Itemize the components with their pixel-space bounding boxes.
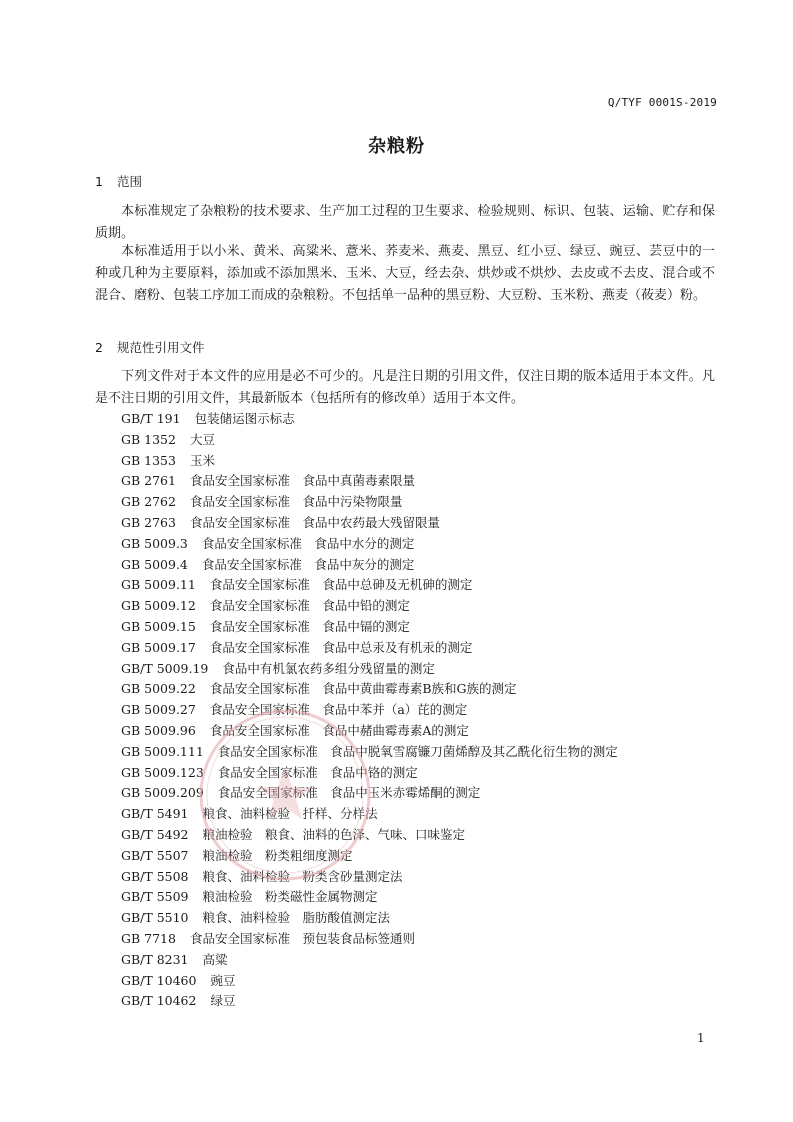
reference-code: GB 1353 bbox=[121, 452, 176, 468]
reference-code: GB 5009.96 bbox=[121, 722, 196, 738]
reference-title: 食品安全国家标准 食品中真菌毒素限量 bbox=[189, 473, 415, 489]
reference-code: GB 5009.209 bbox=[121, 785, 204, 801]
reference-code: GB/T 5491 bbox=[121, 806, 189, 822]
reference-title: 食品安全国家标准 食品中农药最大残留限量 bbox=[189, 514, 440, 530]
reference-item bbox=[121, 825, 618, 846]
reference-title: 包装储运图示标志 bbox=[194, 411, 295, 426]
reference-code: GB/T 8231 bbox=[121, 951, 189, 967]
reference-item bbox=[121, 430, 618, 451]
reference-code: GB/T 5009.19 bbox=[121, 660, 209, 676]
reference-item bbox=[121, 908, 618, 929]
reference-code: GB/T 5510 bbox=[121, 910, 189, 926]
reference-item bbox=[121, 991, 618, 1012]
reference-item bbox=[121, 513, 618, 534]
reference-item bbox=[121, 700, 618, 721]
reference-title: 食品安全国家标准 食品中镉的测定 bbox=[209, 618, 410, 634]
section-title: 规范性引用文件 bbox=[117, 340, 205, 355]
reference-code: GB 5009.11 bbox=[121, 577, 196, 593]
reference-item bbox=[121, 971, 618, 992]
reference-item bbox=[121, 575, 618, 596]
reference-item bbox=[121, 950, 618, 971]
reference-item bbox=[121, 721, 618, 742]
document-title: 杂粮粉 bbox=[368, 136, 425, 157]
reference-code: GB 5009.123 bbox=[121, 764, 204, 780]
reference-code: GB 5009.22 bbox=[121, 681, 196, 697]
reference-item bbox=[121, 534, 618, 555]
reference-list bbox=[121, 409, 618, 1012]
reference-title: 粮油检验 粉类粗细度测定 bbox=[202, 847, 353, 863]
reference-title: 食品安全国家标准 食品中污染物限量 bbox=[189, 494, 403, 510]
reference-item bbox=[121, 617, 618, 638]
reference-title: 食品安全国家标准 食品中玉米赤霉烯酮的测定 bbox=[217, 785, 481, 801]
reference-title: 粮油检验 粮食、油料的色泽、气味、口味鉴定 bbox=[202, 826, 466, 842]
section-number: 1 bbox=[95, 174, 103, 189]
reference-code: GB 2761 bbox=[121, 473, 176, 489]
reference-item bbox=[121, 867, 618, 888]
reference-item bbox=[121, 763, 618, 784]
reference-title: 粮食、油料检验 脂肪酸值测定法 bbox=[202, 910, 391, 926]
reference-title: 食品安全国家标准 食品中铅的测定 bbox=[209, 598, 410, 614]
reference-title: 食品安全国家标准 食品中总砷及无机砷的测定 bbox=[209, 577, 473, 593]
reference-title: 豌豆 bbox=[210, 972, 236, 988]
reference-item bbox=[121, 596, 618, 617]
reference-item bbox=[121, 492, 618, 513]
reference-code: GB 5009.3 bbox=[121, 535, 188, 551]
reference-item bbox=[121, 471, 618, 492]
reference-code: GB 5009.27 bbox=[121, 702, 196, 718]
reference-item bbox=[121, 451, 618, 472]
reference-item bbox=[121, 846, 618, 867]
reference-title: 食品安全国家标准 食品中灰分的测定 bbox=[201, 556, 415, 572]
reference-title: 食品安全国家标准 食品中苯并（a）芘的测定 bbox=[209, 702, 468, 718]
reference-title: 食品安全国家标准 食品中脱氧雪腐镰刀菌烯醇及其乙酰化衍生物的测定 bbox=[217, 743, 618, 759]
reference-item bbox=[121, 742, 618, 763]
reference-title: 粮食、油料检验 粉类含砂量测定法 bbox=[202, 868, 403, 884]
reference-title: 食品安全国家标准 食品中赭曲霉毒素A的测定 bbox=[209, 722, 469, 738]
section-number: 2 bbox=[95, 340, 103, 355]
reference-code: GB 1352 bbox=[121, 431, 176, 447]
reference-item bbox=[121, 679, 618, 700]
reference-title: 玉米 bbox=[189, 452, 215, 468]
reference-title: 粮油检验 粉类磁性金属物测定 bbox=[202, 889, 378, 905]
reference-title: 粮食、油料检验 扦样、分样法 bbox=[202, 806, 378, 822]
reference-title: 食品安全国家标准 食品中铬的测定 bbox=[217, 764, 418, 780]
reference-code: GB/T 191 bbox=[121, 411, 181, 426]
reference-code: GB/T 5509 bbox=[121, 889, 189, 905]
reference-title: 食品安全国家标准 预包装食品标签通则 bbox=[189, 930, 415, 946]
reference-code: GB/T 5508 bbox=[121, 868, 189, 884]
reference-code: GB 5009.15 bbox=[121, 618, 196, 634]
reference-title: 大豆 bbox=[189, 431, 215, 447]
reference-item bbox=[121, 887, 618, 908]
reference-item bbox=[121, 804, 618, 825]
reference-code: GB 5009.111 bbox=[121, 743, 204, 759]
reference-code: GB/T 5507 bbox=[121, 847, 189, 863]
standard-code: Q/TYF 0001S-2019 bbox=[607, 96, 717, 109]
reference-code: GB 5009.12 bbox=[121, 598, 196, 614]
reference-title: 食品安全国家标准 食品中水分的测定 bbox=[201, 535, 415, 551]
section-heading-normative-references bbox=[95, 338, 205, 356]
reference-title: 食品安全国家标准 食品中黄曲霉毒素B族和G族的测定 bbox=[209, 681, 517, 697]
reference-code: GB 2763 bbox=[121, 514, 176, 530]
reference-title: 食品安全国家标准 食品中总汞及有机汞的测定 bbox=[209, 639, 473, 655]
reference-item bbox=[121, 659, 618, 680]
reference-item bbox=[121, 409, 618, 430]
reference-code: GB 2762 bbox=[121, 494, 176, 510]
section-heading-scope bbox=[95, 172, 142, 190]
reference-code: GB/T 5492 bbox=[121, 826, 189, 842]
reference-item bbox=[121, 555, 618, 576]
reference-code: GB/T 10462 bbox=[121, 993, 197, 1009]
reference-code: GB 5009.4 bbox=[121, 556, 188, 572]
references-intro-paragraph: 下列文件对于本文件的应用是必不可少的。凡是注日期的引用文件，仅注日期的版本适用于本文件。凡是不注日期的引用文件，其最新版本（包括所有的修改单）适用于本文件。 bbox=[95, 369, 715, 406]
reference-title: 绿豆 bbox=[210, 993, 236, 1009]
reference-item bbox=[121, 929, 618, 950]
reference-code: GB 5009.17 bbox=[121, 639, 196, 655]
section-title: 范围 bbox=[117, 174, 143, 189]
scope-paragraph-1: 本标准规定了杂粮粉的技术要求、生产加工过程的卫生要求、检验规则、标识、包装、运输、贮存和保质期。 bbox=[95, 204, 715, 241]
reference-code: GB/T 10460 bbox=[121, 972, 197, 988]
reference-item bbox=[121, 783, 618, 804]
scope-paragraph-2: 本标准适用于以小米、黄米、高粱米、薏米、荞麦米、燕麦、黑豆、红小豆、绿豆、豌豆、芸豆中的一种或几种为主要原料，添加或不添加黑米、玉米、大豆，经去杂、烘炒或不烘炒、去皮或不去皮、混合或不混合、磨粉、包装工序加工而成的杂粮粉。不包括单一品种的黑豆粉、大豆粉、玉米粉、燕麦（莜麦）粉。 bbox=[95, 244, 715, 303]
page-number: 1 bbox=[697, 1031, 705, 1045]
reference-code: GB 7718 bbox=[121, 930, 176, 946]
reference-title: 食品中有机氯农药多组分残留量的测定 bbox=[222, 660, 435, 676]
reference-title: 高粱 bbox=[202, 951, 228, 967]
reference-item bbox=[121, 638, 618, 659]
